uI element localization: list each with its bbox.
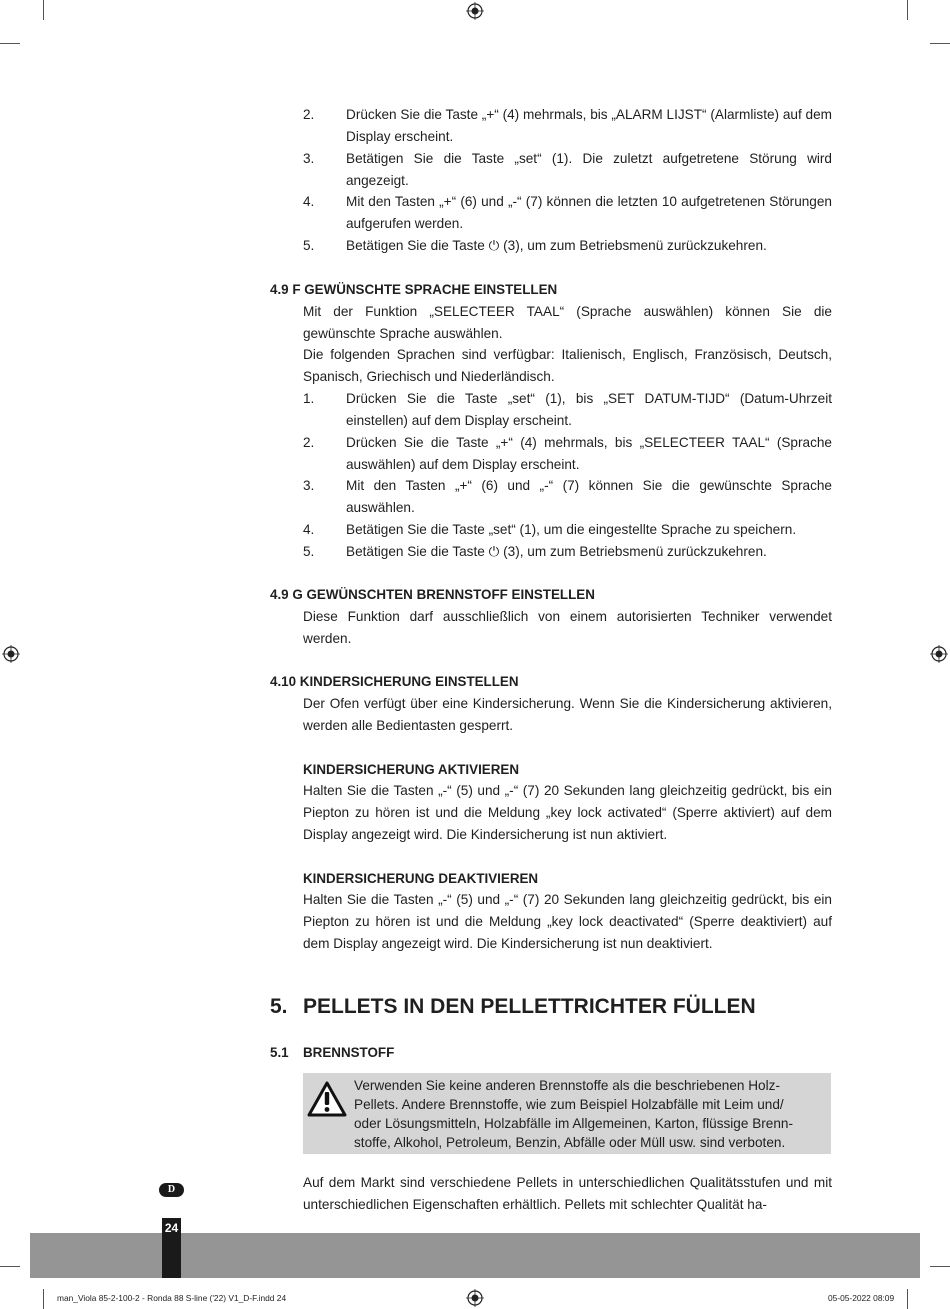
crop-mark (43, 1289, 44, 1309)
warning-box (303, 1073, 831, 1154)
list-number: 4. (303, 194, 315, 209)
crop-mark (907, 1289, 908, 1309)
paragraph: Halten Sie die Tasten „-“ (5) und „-“ (7) 20 Sekunden lang gleichzeitig gedrückt, bis ein Piepton zu hören ist und die Meldung „key lock deactivated“ (Sperre deaktiviert) auf dem Display angezeigt wird. Die Kindersicherung ist nun deaktiviert. (303, 892, 832, 951)
section-heading: 4.9 F GEWÜNSCHTE SPRACHE EINSTELLEN (270, 282, 558, 297)
warning-line: Pellets. Andere Brennstoffe, wie zum Beispiel Holzabfälle mit Leim und/ (354, 1097, 784, 1112)
list-text: Drücken Sie die Taste „+“ (4) mehrmals, bis „ALARM LIJST“ (Alarmliste) auf dem Display erscheint. (346, 107, 832, 144)
subsection-heading: KINDERSICHERUNG DEAKTIVIEREN (303, 871, 539, 886)
list-text: Betätigen Sie die Taste ⏻ (3), um zum Betriebsmenü zurückzukehren. (346, 544, 767, 559)
paragraph: Halten Sie die Tasten „-“ (5) und „-“ (7) 20 Sekunden lang gleichzeitig gedrückt, bis ein Piepton zu hören ist und die Meldung „key lock activated“ (Sperre aktiviert) auf dem Display angezeigt wird. Die Kindersicherung ist nun aktiviert. (303, 783, 832, 842)
paragraph: Diese Funktion darf ausschließlich von einem autorisierten Techniker verwendet werden. (303, 609, 832, 646)
list-number: 3. (303, 151, 315, 166)
list-number: 2. (303, 435, 315, 450)
list-item (303, 235, 832, 257)
crop-mark (0, 43, 20, 44)
slug-date: 05-05-2022 08:09 (828, 1293, 895, 1303)
list-item (303, 388, 832, 432)
crop-mark (930, 1266, 950, 1267)
list-text: Betätigen Sie die Taste ⏻ (3), um zum Betriebsmenü zurückzukehren. (346, 238, 767, 253)
section-heading: BRENNSTOFF (303, 1045, 395, 1060)
warning-line: Verwenden Sie keine anderen Brennstoffe als die beschriebenen Holz- (354, 1078, 780, 1093)
registration-mark-icon (466, 2, 484, 20)
language-badge: D (159, 1183, 184, 1197)
subsection-heading: KINDERSICHERUNG AKTIVIEREN (303, 762, 520, 777)
list-number: 4. (303, 522, 315, 537)
section-heading: 4.9 G GEWÜNSCHTEN BRENNSTOFF EINSTELLEN (270, 587, 595, 602)
list-number: 1. (303, 391, 315, 406)
list-number: 2. (303, 107, 315, 122)
paragraph: Auf dem Markt sind verschiedene Pellets in unterschiedlichen Qualitätsstufen und mit unterschiedlichen Eigenschaften erhältlich. Pellets mit schlechter Qualität ha- (303, 1175, 832, 1212)
warning-triangle-icon (307, 1081, 347, 1117)
registration-mark-icon (930, 645, 948, 663)
crop-mark (907, 0, 908, 20)
list-item (303, 148, 832, 192)
list-item (303, 191, 832, 235)
slug-filename: man_Viola 85-2-100-2 - Ronda 88 S-line ('22) V1_D-F.indd 24 (57, 1293, 287, 1303)
list-item (303, 519, 832, 541)
section-heading: 4.10 KINDERSICHERUNG EINSTELLEN (270, 674, 519, 689)
list-item (303, 475, 832, 519)
page-number: 24 (164, 1221, 179, 1235)
list-number: 3. (303, 478, 315, 493)
paragraph: Die folgenden Sprachen sind verfügbar: Italienisch, Englisch, Französisch, Deutsch, Spanisch, Griechisch und Niederländisch. (303, 347, 832, 384)
list-item (303, 541, 832, 563)
registration-mark-icon (466, 1289, 484, 1307)
crop-mark (930, 43, 950, 44)
list-number: 5. (303, 544, 315, 559)
paragraph: Mit der Funktion „SELECTEER TAAL“ (Sprache auswählen) können Sie die gewünschte Sprache auswählen. (303, 304, 832, 341)
warning-line: stoffe, Alkohol, Petroleum, Benzin, Abfälle oder Müll usw. sind verboten. (354, 1135, 786, 1150)
paragraph: Der Ofen verfügt über eine Kindersicherung. Wenn Sie die Kindersicherung aktivieren, werden alle Bedientasten gesperrt. (303, 696, 832, 733)
warning-text (354, 1076, 827, 1152)
crop-mark (0, 1266, 20, 1267)
list-item (303, 432, 832, 476)
list-text: Drücken Sie die Taste „set“ (1), bis „SET DATUM-TIJD“ (Datum-Uhrzeit einstellen) auf dem Display erscheint. (346, 391, 832, 428)
crop-mark (43, 0, 44, 20)
list-text: Betätigen Sie die Taste „set“ (1). Die zuletzt aufgetretene Störung wird angezeigt. (346, 151, 832, 188)
list-text: Betätigen Sie die Taste „set“ (1), um die eingestellte Sprache zu speichern. (346, 522, 797, 537)
warning-line: oder Lösungsmitteln, Holzabfälle im Allgemeinen, Karton, flüssige Brenn- (354, 1116, 794, 1131)
list-text: Mit den Tasten „+“ (6) und „-“ (7) können Sie die gewünschte Sprache auswählen. (346, 478, 832, 515)
section-number: 5.1 (270, 1045, 289, 1060)
registration-mark-icon (2, 645, 20, 663)
list-item (303, 104, 832, 148)
list-number: 5. (303, 238, 315, 253)
list-text: Drücken Sie die Taste „+“ (4) mehrmals, bis „SELECTEER TAAL“ (Sprache auswählen) auf dem Display erscheint. (346, 435, 832, 472)
chapter-number: 5. (270, 995, 288, 1018)
list-text: Mit den Tasten „+“ (6) und „-“ (7) können die letzten 10 aufgetretenen Störungen aufgerufen werden. (346, 194, 832, 231)
chapter-title: PELLETS IN DEN PELLETTRICHTER FÜLLEN (303, 995, 756, 1018)
